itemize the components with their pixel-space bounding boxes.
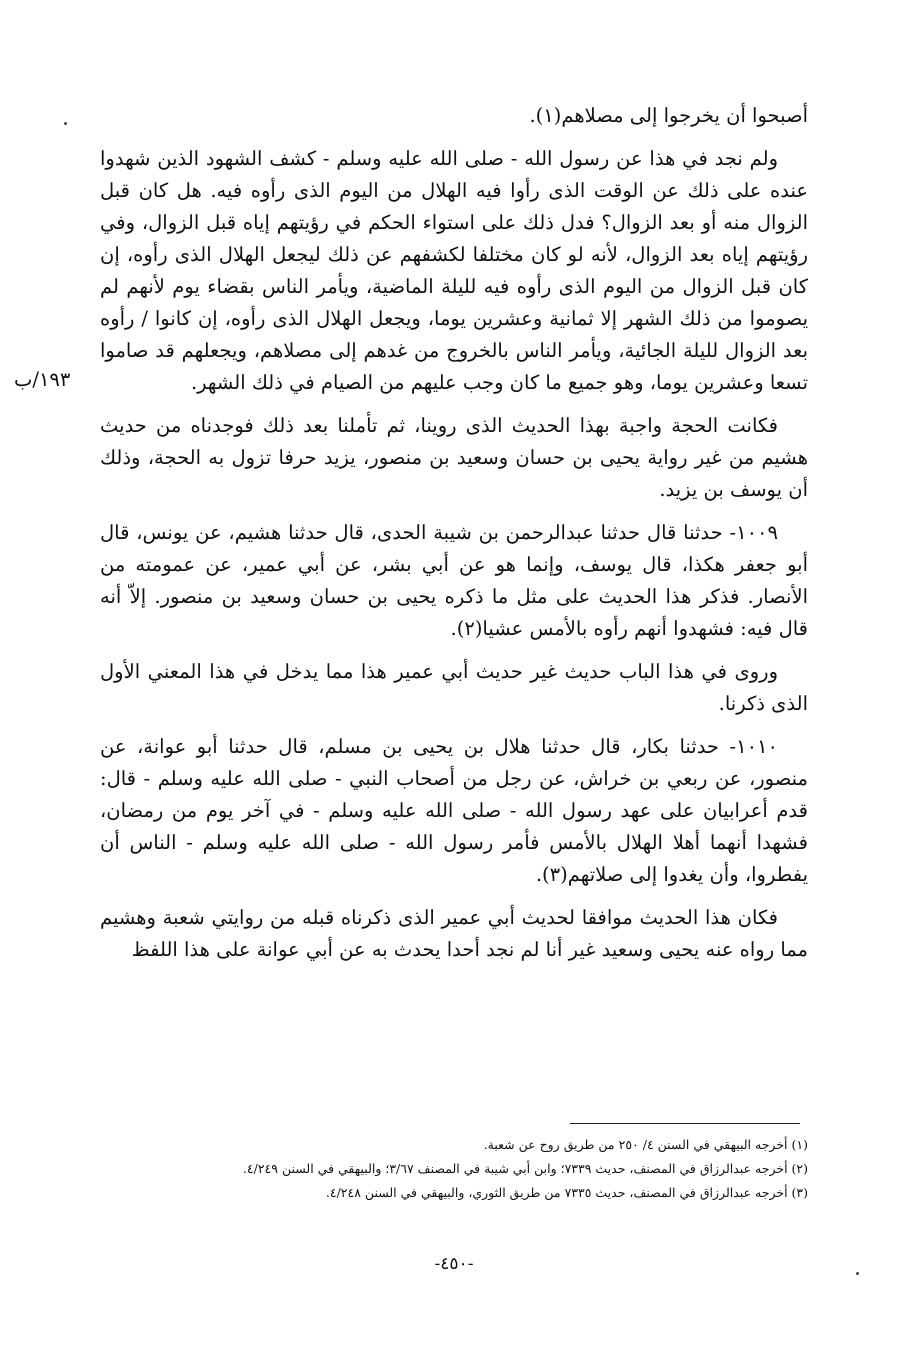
manuscript-folio-marker: ١٩٣/ب <box>14 368 71 391</box>
footnote-2: (٢) أخرجه عبدالرزاق في المصنف، حديث ٧٣٣٩؛ وابن أبي شيبة في المصنف ٣/٦٧؛ والبيهقي في السنن ٤/٢٤٩. <box>242 1161 808 1176</box>
footnote-divider <box>570 1123 800 1124</box>
main-text <box>100 100 808 977</box>
hadith-1009: ١٠٠٩- حدثنا قال حدثنا عبدالرحمن بن شيبة الحدى، قال حدثنا هشيم، عن يونس، قال أبو جعفر هكذا، قال يوسف، وإنما هو عن أبي بشر، عن أبي عمير، عن عمومته من الأنصار. فذكر هذا الحديث على مثل ما ذكره يحيى بن حسان وسعيد بن منصور. إلاّ أنه قال فيه: فشهدوا أنهم رأوه بالأمس عشيا(٢). <box>100 521 808 640</box>
paragraph-chapter-note: وروى في هذا الباب حديث غير حديث أبي عمير هذا مما يدخل في هذا المعني الأول الذى ذكرنا. <box>100 660 808 715</box>
scan-speck <box>64 122 67 125</box>
paragraph-proof: فكانت الحجة واجبة بهذا الحديث الذى روينا، ثم تأملنا بعد ذلك فوجدناه من حديث هشيم من غير رواية يحيى بن حسان وسعيد بن منصور، يزيد حرفا تزول به الحجة، وذلك أن يوسف بن يزيد. <box>100 414 808 501</box>
paragraph-witnesses: ولم نجد في هذا عن رسول الله - صلى الله عليه وسلم - كشف الشهود الذين شهدوا عنده على ذلك عن الوقت الذى رأوا فيه الهلال من اليوم الذى رأوه فيه. هل كان قبل الزوال منه أو بعد الزوال؟ فدل ذلك على استواء الحكم في رؤيتهم إياه قبل الزوال، وفي رؤيتهم إياه بعد الزوال، لأنه لو كان مختلفا لكشفهم عن ذلك ليجعل الهلال الذى رأوه، إن كان قبل الزوال من اليوم الذى رأوه فيه لليلة الماضية، ويأمر الناس بقضاء يوم لأنهم لم يصوموا من ذلك الشهر إلا ثمانية وعشرين يوما، ويجعل الهلال الذى رأوه، إن كانوا / رأوه بعد الزوال لليلة الجائية، ويأمر الناس بالخروج من غدهم إلى مصلاهم، ويجعلهم قد صاموا تسعا وعشرين يوما، وهو جميع ما كان وجب عليهم من الصيام في ذلك الشهر. <box>100 147 808 394</box>
footnotes <box>100 1133 808 1205</box>
footnote-3: (٣) أخرجه عبدالرزاق في المصنف، حديث ٧٣٣٥ من طريق الثوري، والبيهقي في السنن ٤/٢٤٨. <box>325 1185 808 1200</box>
footnote-1: (١) أخرجه البيهقي في السنن ٤/ ٢٥٠ من طريق روح عن شعبة. <box>483 1137 808 1152</box>
hadith-1010: ١٠١٠- حدثنا بكار، قال حدثنا هلال بن يحيى بن مسلم، قال حدثنا أبو عوانة، عن منصور، عن ربعي بن خراش، عن رجل من أصحاب النبي - صلى الله عليه وسلم - قال: قدم أعرابيان على عهد رسول الله - صلى الله عليه وسلم - في آخر يوم من رمضان، فشهدا أنهما أهلا الهلال بالأمس فأمر رسول الله - صلى الله عليه وسلم - الناس أن يفطروا، وأن يغدوا إلى صلاتهم(٣). <box>100 735 808 886</box>
scan-speck <box>856 1272 859 1275</box>
page-number: -٤٥٠- <box>434 1254 474 1274</box>
paragraph-continuation: أصبحوا أن يخرجوا إلى مصلاهم(١). <box>529 104 808 127</box>
paragraph-conclusion: فكان هذا الحديث موافقا لحديث أبي عمير الذى ذكرناه قبله من روايتي شعبة وهشيم مما رواه عنه يحيى وسعيد غير أنا لم نجد أحدا يحدث به عن أبي عوانة على هذا اللفظ <box>100 906 808 961</box>
